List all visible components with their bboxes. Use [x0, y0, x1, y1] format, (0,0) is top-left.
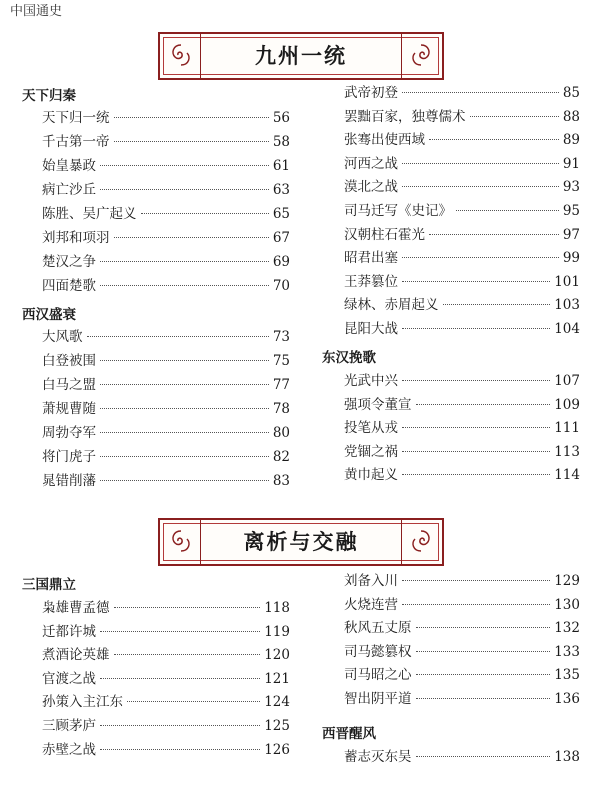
entry-page: 135	[554, 667, 580, 684]
entry-page: 125	[264, 717, 290, 734]
entry-title: 王莽篡位	[344, 273, 398, 290]
toc-entry[interactable]	[42, 597, 290, 621]
toc-list	[344, 370, 580, 488]
entry-page: 70	[272, 278, 290, 294]
toc-entry[interactable]	[344, 318, 580, 342]
toc-entry[interactable]	[344, 570, 580, 594]
dot-leader	[402, 427, 550, 428]
entry-page: 124	[264, 694, 290, 711]
entry-page: 58	[272, 134, 290, 150]
dot-leader	[114, 141, 269, 142]
section-title: 离析与交融	[243, 529, 359, 554]
entry-page: 61	[272, 158, 290, 174]
dot-leader	[416, 404, 551, 405]
dot-leader	[402, 163, 559, 164]
entry-title: 蓄志灭东吴	[344, 749, 412, 765]
toc-list	[42, 325, 290, 493]
entry-title: 将门虎子	[42, 449, 96, 465]
dot-leader	[429, 234, 559, 235]
section-title: 九州一统	[255, 43, 347, 68]
entry-page: 67	[272, 230, 290, 246]
dot-leader	[114, 607, 261, 608]
dot-leader	[470, 116, 559, 117]
toc-entry[interactable]	[344, 464, 580, 488]
entry-page: 120	[264, 647, 290, 664]
entry-title: 绿林、赤眉起义	[344, 297, 439, 314]
toc-list	[42, 106, 290, 298]
dot-leader	[100, 384, 269, 385]
toc-entry[interactable]	[42, 202, 290, 226]
toc-entry[interactable]	[344, 200, 580, 224]
entry-title: 投笔从戎	[344, 420, 398, 437]
toc-entry[interactable]	[42, 250, 290, 274]
entry-title: 汉朝柱石霍光	[344, 226, 425, 243]
dot-leader	[416, 674, 551, 675]
dot-leader	[416, 698, 551, 699]
toc-entry[interactable]	[42, 691, 290, 715]
dot-leader	[141, 213, 269, 214]
toc-entry[interactable]	[42, 469, 290, 493]
entry-page: 97	[562, 226, 580, 243]
group-heading: 三国鼎立	[22, 577, 76, 593]
entry-page: 129	[554, 573, 580, 589]
entry-title: 党锢之祸	[344, 443, 398, 460]
toc-entry[interactable]	[344, 370, 580, 394]
entry-page: 121	[264, 670, 290, 687]
dot-leader	[402, 451, 550, 452]
toc-entry[interactable]	[344, 617, 580, 641]
entry-page: 132	[554, 620, 580, 637]
scroll-ornament-icon	[407, 41, 435, 69]
entry-page: 82	[272, 449, 290, 465]
toc-list	[344, 746, 580, 770]
entry-title: 官渡之战	[42, 670, 96, 687]
entry-page: 89	[562, 132, 580, 149]
entry-page: 80	[272, 425, 290, 441]
dot-leader	[402, 281, 550, 282]
entry-page: 107	[554, 373, 580, 389]
dot-leader	[100, 189, 269, 190]
entry-page: 138	[554, 749, 580, 765]
dot-leader	[100, 285, 269, 286]
entry-page: 91	[562, 155, 580, 172]
toc-entry[interactable]	[344, 271, 580, 295]
toc-entry[interactable]	[42, 421, 290, 445]
dot-leader	[416, 651, 551, 652]
entry-title: 火烧连营	[344, 596, 398, 613]
entry-page: 99	[562, 250, 580, 267]
toc-entry[interactable]	[344, 688, 580, 712]
entry-title: 强项令董宣	[344, 396, 412, 413]
toc-entry[interactable]	[344, 394, 580, 418]
entry-page: 136	[554, 690, 580, 707]
entry-title: 刘邦和项羽	[42, 230, 110, 246]
entry-page: 95	[562, 202, 580, 219]
dot-leader	[100, 165, 269, 166]
dot-leader	[402, 474, 550, 475]
running-head: 中国通史	[10, 4, 63, 19]
dot-leader	[100, 360, 269, 361]
dot-leader	[100, 480, 269, 481]
toc-list	[344, 570, 580, 712]
entry-page: 109	[554, 396, 580, 413]
toc-list	[42, 597, 290, 762]
entry-title: 张骞出使西域	[344, 132, 425, 149]
entry-title: 司马懿篡权	[344, 643, 412, 660]
entry-page: 103	[554, 297, 580, 314]
toc-entry[interactable]	[42, 178, 290, 202]
toc-entry[interactable]	[344, 129, 580, 153]
entry-page: 88	[562, 108, 580, 125]
entry-title: 武帝初登	[344, 85, 398, 101]
dot-leader	[100, 725, 260, 726]
dot-leader	[429, 139, 559, 140]
entry-page: 83	[272, 473, 290, 489]
entry-page: 69	[272, 254, 290, 270]
entry-page: 63	[272, 182, 290, 198]
dot-leader	[114, 117, 269, 118]
dot-leader	[127, 701, 260, 702]
toc-entry[interactable]	[42, 325, 290, 349]
entry-page: 113	[554, 443, 580, 460]
toc-entry[interactable]	[344, 294, 580, 318]
group-heading: 西晋醒风	[322, 726, 376, 742]
entry-title: 孙策入主江东	[42, 694, 123, 711]
entry-page: 126	[264, 741, 290, 758]
entry-title: 大风歌	[42, 329, 83, 345]
dot-leader	[100, 456, 269, 457]
entry-page: 133	[554, 643, 580, 660]
entry-page: 77	[272, 377, 290, 393]
section-banner-2	[158, 518, 444, 566]
section-banner-1	[158, 32, 444, 80]
dot-leader	[100, 678, 260, 679]
entry-page: 85	[562, 85, 580, 101]
toc-entry[interactable]	[42, 130, 290, 154]
entry-page: 56	[272, 110, 290, 126]
entry-title: 昭君出塞	[344, 250, 398, 267]
entry-title: 煮酒论英雄	[42, 647, 110, 664]
dot-leader	[402, 92, 559, 93]
toc-entry[interactable]	[42, 349, 290, 373]
toc-entry[interactable]	[344, 224, 580, 248]
entry-title: 光武中兴	[344, 373, 398, 389]
entry-page: 75	[272, 353, 290, 369]
entry-title: 三顾茅庐	[42, 717, 96, 734]
entry-title: 赤壁之战	[42, 741, 96, 758]
group-heading: 西汉盛衰	[22, 307, 76, 323]
entry-title: 萧规曹随	[42, 401, 96, 417]
entry-page: 118	[264, 600, 290, 616]
dot-leader	[100, 631, 260, 632]
toc-entry[interactable]	[344, 417, 580, 441]
entry-title: 河西之战	[344, 155, 398, 172]
group-heading: 东汉挽歌	[322, 350, 376, 366]
dot-leader	[100, 749, 260, 750]
entry-title: 罢黜百家，独尊儒术	[344, 108, 466, 125]
entry-title: 四面楚歌	[42, 278, 96, 294]
toc-list	[344, 82, 580, 342]
toc-entry[interactable]	[42, 106, 290, 130]
entry-title: 周勃夺军	[42, 425, 96, 441]
entry-title: 漠北之战	[344, 179, 398, 196]
scroll-ornament-icon	[407, 527, 435, 555]
banner-divider	[401, 34, 402, 78]
entry-title: 司马昭之心	[344, 667, 412, 684]
entry-page: 119	[264, 623, 290, 640]
toc-entry[interactable]	[344, 82, 580, 106]
toc-entry[interactable]	[344, 594, 580, 618]
toc-entry[interactable]	[42, 445, 290, 469]
dot-leader	[100, 408, 269, 409]
entry-page: 73	[272, 329, 290, 345]
toc-entry[interactable]	[42, 739, 290, 763]
entry-title: 病亡沙丘	[42, 182, 96, 198]
entry-title: 枭雄曹孟德	[42, 600, 110, 616]
entry-title: 智出阴平道	[344, 690, 412, 707]
toc-entry[interactable]	[344, 641, 580, 665]
dot-leader	[402, 580, 550, 581]
toc-entry[interactable]	[344, 664, 580, 688]
dot-leader	[100, 432, 269, 433]
dot-leader	[402, 257, 559, 258]
entry-page: 78	[272, 401, 290, 417]
entry-title: 昆阳大战	[344, 320, 398, 337]
entry-page: 114	[554, 467, 580, 484]
entry-page: 101	[554, 273, 580, 290]
entry-title: 白登被围	[42, 353, 96, 369]
toc-entry[interactable]	[344, 106, 580, 130]
entry-page: 104	[554, 320, 580, 337]
dot-leader	[114, 654, 261, 655]
entry-page: 65	[272, 206, 290, 222]
toc-entry[interactable]	[42, 644, 290, 668]
toc-entry[interactable]	[42, 274, 290, 298]
dot-leader	[443, 304, 551, 305]
entry-title: 天下归一统	[42, 110, 110, 126]
dot-leader	[87, 336, 269, 337]
dot-leader	[416, 627, 551, 628]
toc-entry[interactable]	[344, 247, 580, 271]
entry-title: 迁都许城	[42, 623, 96, 640]
banner-divider	[401, 520, 402, 564]
entry-title: 千古第一帝	[42, 134, 110, 150]
entry-page: 93	[562, 179, 580, 196]
entry-title: 始皇暴政	[42, 158, 96, 174]
dot-leader	[402, 380, 550, 381]
toc-entry[interactable]	[42, 226, 290, 250]
toc-entry[interactable]	[42, 715, 290, 739]
entry-title: 晁错削藩	[42, 473, 96, 489]
dot-leader	[402, 328, 550, 329]
entry-title: 司马迁写《史记》	[344, 202, 452, 219]
entry-page: 111	[554, 420, 580, 437]
toc-entry[interactable]	[42, 621, 290, 645]
toc-entry[interactable]	[344, 441, 580, 465]
dot-leader	[416, 756, 551, 757]
dot-leader	[456, 210, 559, 211]
dot-leader	[114, 237, 269, 238]
entry-title: 白马之盟	[42, 377, 96, 393]
entry-page: 130	[554, 596, 580, 613]
toc-entry[interactable]	[344, 153, 580, 177]
entry-title: 黄巾起义	[344, 467, 398, 484]
toc-entry[interactable]	[42, 397, 290, 421]
toc-entry[interactable]	[344, 746, 580, 770]
dot-leader	[100, 261, 269, 262]
dot-leader	[402, 604, 550, 605]
entry-title: 楚汉之争	[42, 254, 96, 270]
entry-title: 刘备入川	[344, 573, 398, 589]
entry-title: 秋风五丈原	[344, 620, 412, 637]
group-heading: 天下归秦	[22, 88, 76, 104]
entry-title: 陈胜、吴广起义	[42, 206, 137, 222]
toc-entry[interactable]	[42, 373, 290, 397]
toc-entry[interactable]	[42, 154, 290, 178]
toc-entry[interactable]	[344, 176, 580, 200]
toc-entry[interactable]	[42, 668, 290, 692]
dot-leader	[402, 186, 559, 187]
